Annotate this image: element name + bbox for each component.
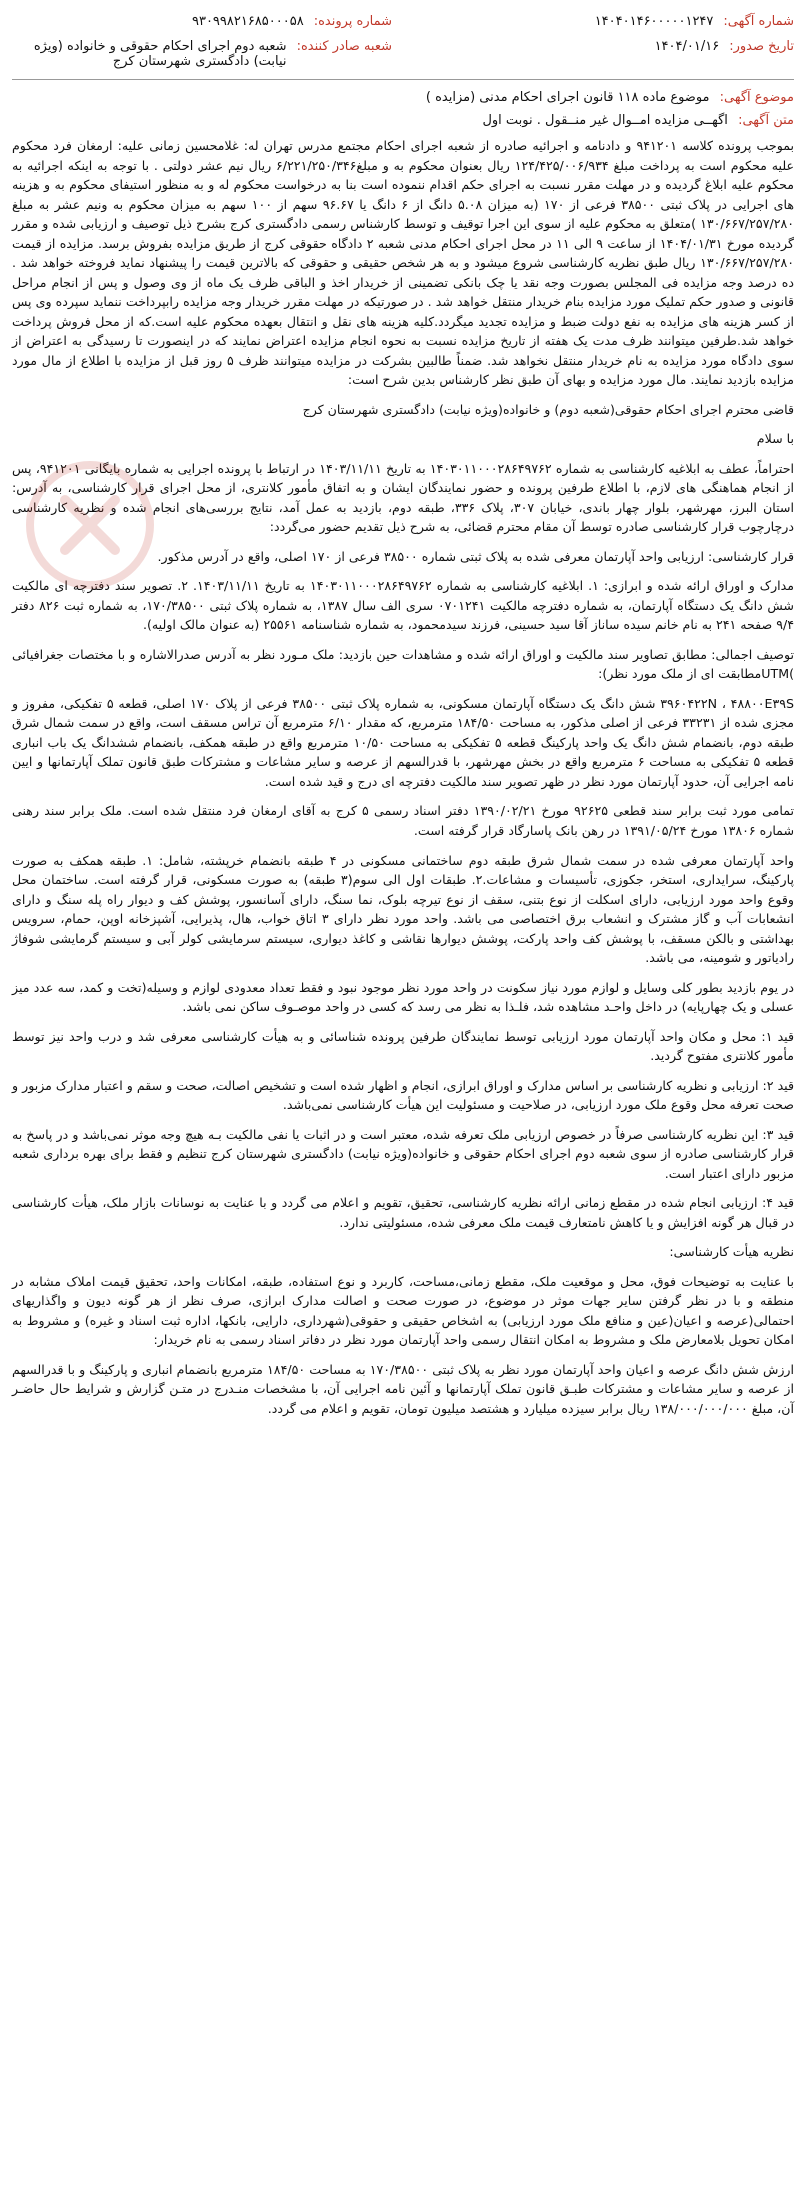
subject-line — [12, 90, 794, 105]
case-number-row — [12, 14, 392, 29]
paragraph: قید ۴: ارزیابی انجام شده در مقطع زمانی ارائه نظریه کارشناسی، تحقیق، تقویم و اعلام می گردد و با عنایت به نوسانات بازار ملک، هیأت کارشناسی در قبال هر گونه افزایش و یا کاهش نامتعارف قیمت ملک معرفی شده، مسئولیتی ندارد. — [12, 1195, 794, 1230]
paragraph: قید ۲: ارزیابی و نظریه کارشناسی بر اساس مدارک و اوراق ابرازی، انجام و اظهار شده است و تشخیص اصالت، صحت و سقم و اعتبار مدارک مزبور و صحت تعرفه محل وقوع ملک مورد ارزیابی، در صلاحیت و مسئولیت این هیأت کارشناسی نمی‌باشد. — [12, 1077, 794, 1113]
ad-text-line — [12, 113, 794, 128]
paragraph: در یوم بازدید بطور کلی وسایل و لوازم مورد نیاز سکونت در واحد مورد نظر موجود نبود و فقط تعداد معدودی لوازم و وسیله(تخت و کمد، سه عدد میز عسلی و یک چهارپایه) در داخل واحـد مشاهده شد، فلـذا به نظر می رسد که کسی در واحد موصـوف ساکن نمی باشد. — [12, 979, 794, 1015]
issue-date-value: ۱۴۰۴/۰۱/۱۶ — [654, 39, 720, 54]
divider — [12, 79, 794, 80]
case-number-label: شماره پرونده: — [313, 14, 392, 29]
ad-text-value: اگهــی مزایده امــوال غیر منــقول . نوبت اول — [482, 113, 728, 128]
issuer-row — [12, 39, 392, 69]
paragraph: قرار کارشناسی: ارزیابی واحد آپارتمان معرفی شده به پلاک ثبتی شماره ۳۸۵۰۰ فرعی از ۱۷۰ اصلی، واقع در آدرس مذکور. — [157, 548, 794, 564]
paragraph: ۳۹۶۰۴۲۲N ، ۴۸۸۰۰E۳۹S شش دانگ یک دستگاه آپارتمان مسکونی، به شماره پلاک ثبتی ۳۸۵۰۰ فرعی از پلاک ۱۷۰ اصلی، قطعه ۵ تفکیکی، مفروز و مجزی شده از ۳۳۲۳۱ فرعی از اصلی مذکور، به مساحت ۱۸۴/۵۰ مترمربع، که مقدار ۶/۱۰ مترمربع آن تراس مسقف است، واقع در سمت شمال شرق طبقه دوم، بانضمام شش دانگ یک واحد پارکینگ قطعه ۵ تفکیکی به مساحت ۱۰/۵۰ مترمربع واقع در طبقه همکف، بانضمام ششدانگ یک باب انباری قطعه ۵ تفکیکی به مساحت ۶ مترمربع واقع در بخش مهرشهر، با قدرالسهم از عرصه و سایر مشاعات و مشترکات طبق قانون تملک آپارتمانها و ایین نامه اجرایی آن، حدود آپارتمان مورد نظر در ظهر تصویر سند مالکیت دفترچه ای درج و قید شده است. — [12, 695, 794, 789]
paragraph: تمامی مورد ثبت برابر سند قطعی ۹۲۶۲۵ مورخ ۱۳۹۰/۰۲/۲۱ دفتر اسناد رسمی ۵ کرج به آقای ارمغان فرد منتقل شده است. ملک برابر سند رهنی شماره ۱۳۸۰۶ مورخ ۱۳۹۱/۰۵/۲۴ در رهن بانک پاسارگاد قرار گرفته است. — [12, 803, 794, 838]
subject-label: موضوع آگهی: — [719, 90, 794, 105]
paragraph: واحد آپارتمان معرفی شده در سمت شمال شرق طبقه دوم ساختمانی مسکونی در ۴ طبقه بانضمام خرپشته، شامل: ۱. طبقه همکف به صورت پارکینگ، سرایداری، استخر، جکوزی، تأسیسات و مشاعات.۲. طبقات اول الی سوم(۳ طبقه) به صورت مسکونی، قرار گرفته است. ساختمان محل وقوع واحد مورد ارزیابی، دارای اسکلت از نوع بتنی، سقف از نوع تیرچه بلوک، نما سنگ، دارای آسانسور، پوشش کف و دیوار راه پله سنگ و دارای انشعابات آب و گاز مشترک و انشعاب برق اختصاصی می باشد. واحد مورد نظر دارای ۳ اتاق خواب، هال، پذیرایی، آشپزخانه اوپن، حمام، سرویس بهداشتی و بالکن مسقف، با پوشش کف واحد پارکت، پوشش دیوارها نقاشی و کاغذ دیواری، سیستم سرمایشی کولر آبی و سیستم گرمایشی شوفاژ رادیاتور و شومینه، می باشد. — [12, 852, 794, 966]
paragraph: نظریه هیأت کارشناسی: — [669, 1244, 794, 1260]
header-left — [12, 14, 392, 69]
issuer-label: شعبه صادر کننده: — [296, 39, 392, 54]
paragraph: توصیف اجمالی: مطابق تصاویر سند مالکیت و اوراق ارائه شده و مشاهدات حین بازدید: ملک مـورد نظر به آدرس صدرالاشاره و با مختصات جغرافیائی )UTMمطابقت ای از ملک مورد نظر): — [12, 646, 794, 682]
paragraph: قاضی محترم اجرای احکام حقوقی(شعبه دوم) و خانواده(ویژه نیابت) دادگستری شهرستان کرج — [302, 401, 794, 417]
issue-date-row — [404, 39, 794, 54]
subject-value: موضوع ماده ۱۱۸ قانون اجرای احکام مدنی (مزایده ) — [425, 90, 710, 105]
ad-body — [12, 136, 794, 1418]
header-meta — [12, 14, 794, 69]
paragraph: قید ۱: محل و مکان واحد آپارتمان مورد ارزیابی توسط نمایندگان طرفین پرونده شناسائی و به هیأت کارشناسی معرفی شد و درب واحد نیز توسط مأمور کلانتری مفتوح گردید. — [12, 1028, 794, 1064]
ad-number-value: ۱۴۰۴۰۱۴۶۰۰۰۰۰۱۲۴۷ — [594, 14, 714, 29]
header-right — [404, 14, 794, 54]
paragraph: قید ۳: این نظریه کارشناسی صرفاً در خصوص ارزیابی ملک تعرفه شده، معتبر است و در اثبات یا نفی مالکیت بـه هیچ وجه موثر نمی‌باشد و در پاسخ به قرار کارشناسی صادره از سوی شعبه دوم اجرای احکام حقوقی و خانواده(ویژه نیابت) دادگستری شهرستان کرج تنظیم و فقط برای بهره برداری شعبه مزبور دارای اعتبار است. — [12, 1126, 795, 1181]
seal-watermark-icon — [20, 455, 160, 595]
paragraph: مدارک و اوراق ارائه شده و ابرازی: ۱. ابلاغیه کارشناسی به شماره ۱۴۰۳۰۱۱۰۰۰۲۸۶۴۹۷۶۲ به تاریخ ۱۴۰۳/۱۱/۱۱. ۲. تصویر سند دفترچه ای مالکیت شش دانگ یک دستگاه آپارتمان، به شماره دفترچه مالکیت ۰۷۰۱۲۴۱ سری الف سال ۱۳۸۷، به شماره پلاک ثبتی ۱۷۰/۳۸۵۰۰، به شماره ثبت ۸۲۶ دفتر ۹/۴ صفحه ۲۴۱ به نام خانم سیده ساناز آقا سید حسینی، فرزند سیدمحمود، به شماره شناسنامه ۲۵۵۶۱ (به عنوان مالک اولیه). — [12, 578, 795, 633]
paragraph: با عنایت به توضیحات فوق، محل و موقعیت ملک، مقطع زمانی،مساحت، کاربرد و نوع استفاده، طبقه، امکانات واحد، تحقیق قیمت املاک مشابه در منطقه و با در نظر گرفتن سایر جهات موثر در موضوع، در صورت صحت و اصالت مدارک ابرازی، صرف نظر از هر گونه دیون و واگذاریهای احتمالی(عرصه و اعیان(عین و منافع ملک مورد ارزیابی) به اشخاص حقیقی و حقوقی(شهرداری، دارایی، بانکها، اداره ثبت اسناد و غیره) و مشروط به امکان تحویل بلامعارض ملک و مشروط به امکان انتقال رسمی واحد آپارتمان مورد نظر در دفاتر اسناد رسمی به نام خریدار: — [12, 1273, 794, 1348]
issue-date-label: تاریخ صدور: — [729, 39, 794, 54]
paragraph: احتراماً، عطف به ابلاغیه کارشناسی به شماره ۱۴۰۳۰۱۱۰۰۰۲۸۶۴۹۷۶۲ به تاریخ ۱۴۰۳/۱۱/۱۱ در ارتباط با پرونده اجرایی به شماره بایگانی ۹۴۱۲۰۱، پس از انجام هماهنگی های لازم، با اطلاع طرفین پرونده و حضور نمایندگان ایشان و به اتفاق مأمور کلانتری، از محل اجرای قرار کارشناسی، به آدرس: استان البرز، مهرشهر، بلوار چهار باندی، خیابان ۳۰۷، پلاک ۳۳۶، طبقه دوم، بازدید به عمل آمد، نتایج بررسی‌های انجام شده و نظریه کارشناسی درچارچوب قرار کارشناسی صادره توسط آن مقام محترم قضائی، به شرح ذیل تقدیم حضور می‌گردد: — [12, 460, 795, 535]
paragraph: ارزش شش دانگ عرصه و اعیان واحد آپارتمان مورد نظر به پلاک ثبتی ۱۷۰/۳۸۵۰۰ به مساحت ۱۸۴/۵۰ مترمربع بانضمام انباری و پارکینگ و با قدرالسهم از عرصه و سایر مشاعات و مشترکات طبـق قانون تملک آپارتمانها و آئین نامه اجرایی آن، با مشخصات منـدرج در متـن گزارش و شرایط حال حاضـر آن، مبلغ ۱۳۸/۰۰۰/۰۰۰/۰۰۰ ریال برابر سیزده میلیارد و هشتصد میلیون تومان، تقویم و اعلام می گردد. — [12, 1361, 794, 1416]
issuer-value: شعبه دوم اجرای احکام حقوقی و خانواده (ویژه نیابت) دادگستری شهرستان کرج — [33, 39, 287, 69]
ad-text-label: متن آگهی: — [738, 113, 794, 128]
case-number-value: ۹۳۰۹۹۸۲۱۶۸۵۰۰۰۵۸ — [191, 14, 304, 29]
ad-number-label: شماره آگهی: — [723, 14, 794, 29]
paragraph: با سلام — [756, 431, 794, 447]
ad-number-row — [404, 14, 794, 29]
paragraph: بموجب پرونده کلاسه ۹۴۱۲۰۱ و دادنامه و اجرائیه صادره از شعبه اجرای احکام مجتمع مدرس تهران له: غلامحسین زمانی علیه: ارمغان فرد محکوم علیه محکوم است به پرداخت مبلغ ۱۲۴/۴۲۵/۰۰۶/۹۳۴ ریال بعنوان محکوم به و مبلغ۶/۲۲۱/۲۵۰/۳۴۶ ریال نیم عشر دولتی . با توجه به اینکه اجرائیه به محکوم علیه ابلاغ گردیده و در مهلت مقرر نسبت به اجرای حکم اقدام ننموده است بنا به درخواست محکوم له و به منظور استیفای محکوم به و هزینه های اجرایی در پلاک ثبتی ۳۸۵۰۰ فرعی از ۱۷۰ (به میزان ۵.۰۸ دانگ از ۶ دانگ یا ۹۶.۶۷ سهم از ۱۰۰ سهم به میزان محکوم به ونیم عشر به مبلغ ۱۳۰/۶۶۷/۲۵۷/۲۸۰ )متعلق به محکوم علیه از سوی این اجرا توقیف و توسط کارشناس رسمی دادگستری کرج بشرح ذیل توصیف و ارزیابی شده و مقرر گردیده مورخ ۱۴۰۴/۰۱/۳۱ از ساعت ۹ الی ۱۱ در محل اجرای احکام مدنی شعبه ۲ دادگاه حقوقی کرج از طریق مزایده بفروش برسد. مزایده از قیمت ۱۳۰/۶۶۷/۲۵۷/۲۸۰ ریال طبق نظریه کارشناسی شروع میشود و به هر شخص حقیقی و حقوقی که بالاترین قیمت را پیشنهاد نماید فروخته خواهد شد . ده درصد وجه مزایده فی المجلس بصورت وجه نقد یا چک بانکی تضمینی از خریدار اخذ و الباقی ظرف یک ماه از وی وصول و پس از انجام مراحل قانونی و صدور حکم تملیک مورد مزایده بنام خریدار منتقل خواهد شد . در صورتیکه در مهلت مقرر خریدار وجه مزایده رابپرداخت ننماید سپرده وی پس از کسر هزینه های مزایده به نفع دولت ضبط و مزایده تجدید میگردد.کلیه هزینه های نقل و انتقال بعهده محکوم علیه است.که از محل فروش پرداخت خواهد شد.طرفین میتوانند ظرف مدت یک هفته از تاریخ مزایده نسبت به نحوه انجام مزایده اعتراض نمایند که در اینصورت تا رسیدگی به اعتراض از سوی دادگاه مورد مزایده به نام خریدار منتقل نخواهد شد. ضمناً طالبین بشرکت در مزایده میتوانند ظرف ۵ روز قبل از مزایده با اطلاع از مال مورد مزایده بازدید نمایند. مال مورد مزایده و بهای آن طبق نظر کارشناس بدین شرح است: — [12, 138, 794, 388]
